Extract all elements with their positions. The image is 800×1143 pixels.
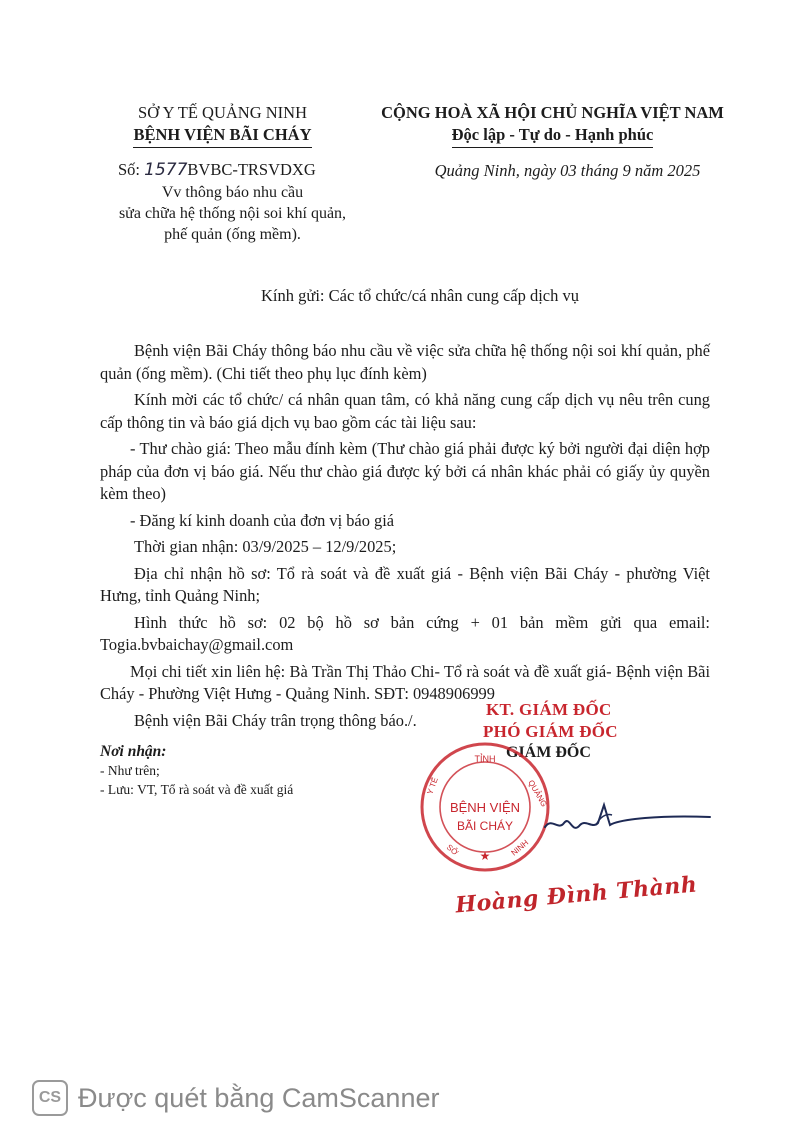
recipients-item: - Như trên; [100,763,160,778]
hospital-name: BỆNH VIỆN BÃI CHÁY [133,124,311,148]
body-paragraph: Bệnh viện Bãi Cháy trân trọng thông báo./. [134,710,417,730]
recipient-line: Kính gửi: Các tổ chức/cá nhân cung cấp dịch vụ [261,286,579,305]
agency-header [100,102,345,148]
seal-ring-right: QUẢNG [526,778,549,809]
official-seal [418,740,553,875]
body-paragraph: Địa chỉ nhận hồ sơ: Tổ rà soát và đề xuất giá - Bệnh viện Bãi Cháy - phường Việt Hưng, tỉnh Quảng Ninh; [100,563,710,605]
seal-ring-bottom-right: NINH [509,838,531,858]
seal-ring-top: TỈNH [474,754,496,764]
nation-title: CỘNG HOÀ XÃ HỘI CHỦ NGHĨA VIỆT NAM [381,103,724,122]
date-line: Quảng Ninh, ngày 03 tháng 9 năm 2025 [434,161,701,180]
number-code: BVBC-TRSVDXG [187,160,316,179]
subject-line: sửa chữa hệ thống nội soi khí quản, [118,205,347,222]
national-motto: Độc lập - Tự do - Hạnh phúc [452,124,654,148]
subject-line: Vv thông báo nhu cầu [161,184,304,201]
body-paragraph: Hình thức hồ sơ: 02 bộ hồ sơ bản cứng + 01 bản mềm gửi qua email: Togia.bvbaichay@gmail.com [100,612,710,654]
national-header [355,102,750,148]
body-paragraph: Kính mời các tổ chức/ cá nhân quan tâm, có khả năng cung cấp dịch vụ nêu trên cung cấp thông tin và báo giá dịch vụ bao gồm các tài liệu sau: [100,390,710,432]
body-paragraph: Thời gian nhận: 03/9/2025 – 12/9/2025; [134,537,397,556]
seal-line-1: BỆNH VIỆN [449,800,521,815]
seal-ring-left: Y TẾ [425,776,440,796]
handwritten-number: 1577 [144,160,188,180]
seal-star-icon: ★ [479,849,491,863]
ministry-name: SỞ Y TẾ QUẢNG NINH [138,103,307,122]
camscanner-logo-icon: CS [32,1080,68,1116]
seal-line-2: BÃI CHÁY [456,819,514,833]
recipients-item: - Lưu: VT, Tổ rà soát và đề xuất giá [100,782,294,797]
signer-name: Hoàng Đình Thành [454,871,699,919]
handwritten-signature-icon [540,795,720,845]
body-paragraph: Bệnh viện Bãi Cháy thông báo nhu cầu về việc sửa chữa hệ thống nội soi khí quản, phế quản (ống mềm). (Chi tiết theo phụ lục đính kèm) [100,341,710,383]
document-subject [110,182,355,245]
kt-director-stamp: KT. GIÁM ĐỐC [486,700,612,719]
watermark-text: Được quét bằng CamScanner [78,1082,440,1113]
document-number [118,160,316,180]
recipients-block [100,742,400,799]
document-body [100,340,710,732]
subject-line: phế quản (ống mềm). [164,226,301,243]
body-paragraph: - Đăng kí kinh doanh của đơn vị báo giá [130,510,395,530]
deputy-director-stamp: PHÓ GIÁM ĐỐC [483,722,618,741]
body-paragraph: Mọi chi tiết xin liên hệ: Bà Trần Thị Thảo Chi- Tổ rà soát và đề xuất giá- Bệnh viện Bãi Cháy - Phường Việt Hưng - Quảng Ninh. SĐT: 0948906999 [100,661,710,703]
body-paragraph: - Thư chào giá: Theo mẫu đính kèm (Thư chào giá phải được ký bởi người đại diện hợp pháp của đơn vị báo giá. Nếu thư chào giá được ký bởi cá nhân khác phải có giấy ủy quyền kèm theo) [100,439,710,503]
director-title: GIÁM ĐỐC [506,744,591,761]
seal-ring-bottom-left: SỞ [444,842,460,858]
scanner-watermark [32,1078,572,1118]
recipients-title: Nơi nhận: [100,743,167,760]
number-prefix: Số: [118,160,145,179]
